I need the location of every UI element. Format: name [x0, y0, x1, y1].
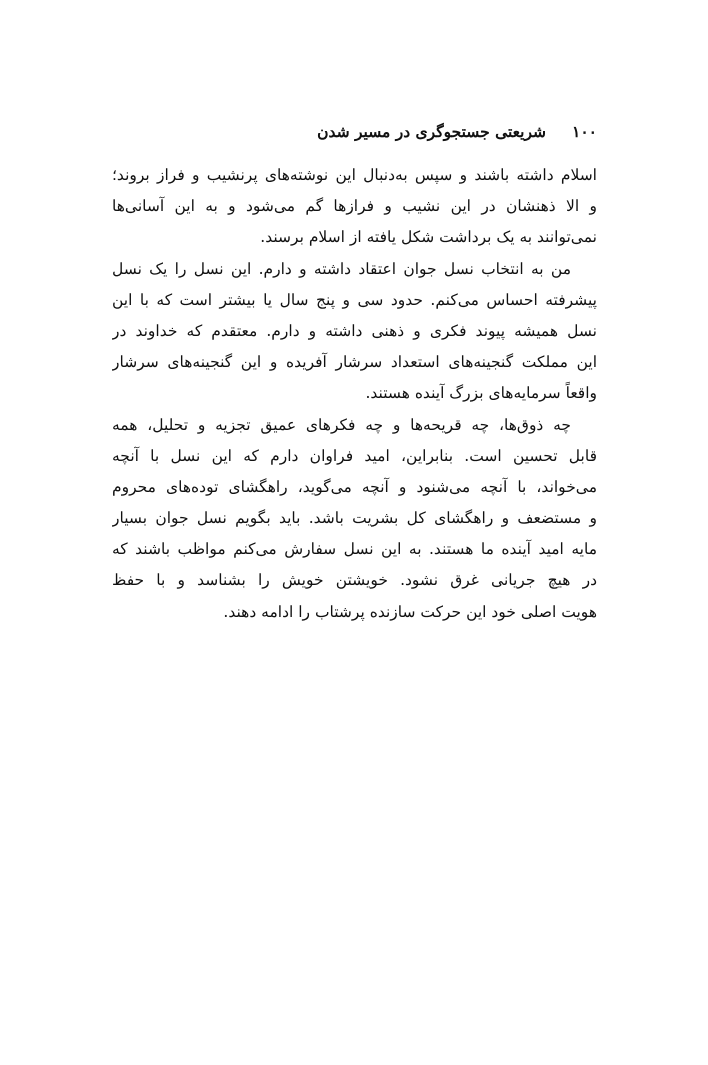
text-line: می‌خواند، با آنچه می‌شنود و آنچه می‌گوید، راهگشای توده‌های محروم: [112, 477, 597, 496]
text-line: واقعاً سرمایه‌های بزرگ آینده هستند.: [365, 384, 597, 403]
text-line: نسل همیشه پیوند فکری و ذهنی داشته و دارم. معتقدم که خداوند در: [112, 321, 597, 340]
text-line: در هیچ جریانی غرق نشود. خویشتن خویش را بشناسد و با حفظ: [112, 571, 597, 590]
text-line: من به انتخاب نسل جوان اعتقاد داشته و دارم. این نسل را یک نسل: [112, 259, 571, 278]
text-line: هویت اصلی خود این حرکت سازنده پرشتاب را ادامه دهند.: [223, 602, 597, 621]
text-line: این مملکت گنجینه‌های استعداد سرشار آفریده و این گنجینه‌های سرشار: [112, 353, 597, 372]
body-text: [112, 160, 597, 628]
text-line: اسلام داشته باشند و سپس به‌دنبال این نوشته‌های پرنشیب و فراز بروند؛: [112, 166, 597, 184]
text-line: و مستضعف و راهگشای کل بشریت باشد. باید بگویم نسل جوان بسیار: [112, 509, 597, 528]
paragraph-3: [112, 410, 597, 628]
text-line: پیشرفته احساس می‌کنم. حدود سی و پنج سال یا بیشتر است که با این: [112, 290, 597, 309]
text-line: چه ذوق‌ها، چه قریحه‌ها و چه فکرهای عمیق تجزیه و تحلیل، همه: [112, 415, 571, 434]
page-number: ۱۰۰: [572, 121, 597, 141]
text-line: قابل تحسین است. بنابراین، امید فراوان دارم که این نسل با آنچه: [112, 446, 597, 465]
running-head: [112, 118, 597, 144]
text-line: مایه امید آینده ما هستند. به این نسل سفارش می‌کنم مواظب باشند که: [112, 540, 597, 559]
paragraph-2: [112, 254, 597, 410]
paragraph-1: [112, 160, 597, 254]
text-line: نمی‌توانند به یک برداشت شکل یافته از اسلام برسند.: [260, 228, 597, 247]
text-line: و الا ذهنشان در این نشیب و فرازها گم می‌شود و به این آسانی‌ها: [112, 197, 597, 216]
chapter-title: شریعتی جستجوگری در مسیر شدن: [317, 121, 547, 141]
